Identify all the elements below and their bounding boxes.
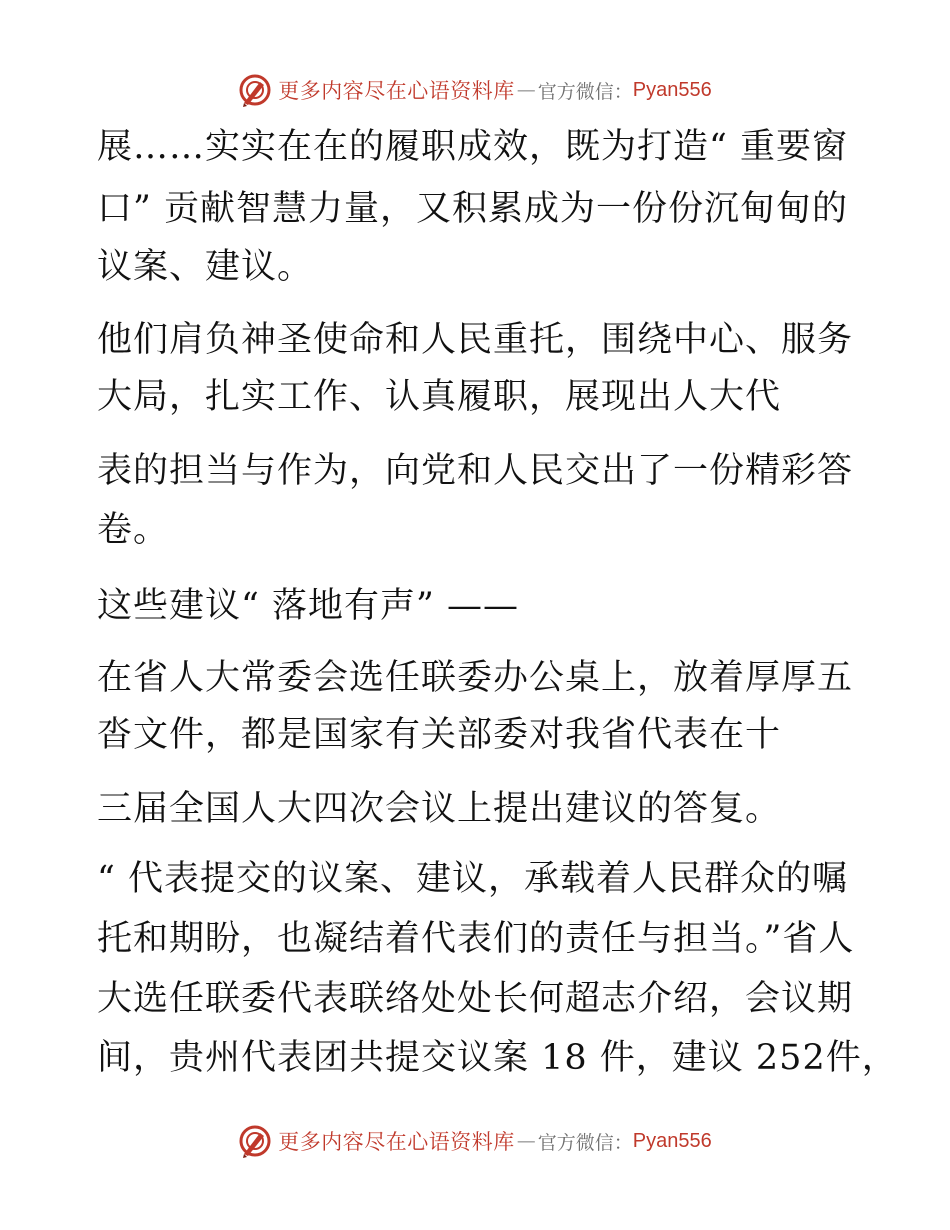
- body-line: 大局，扎实工作、认真履职，展现出人大代: [97, 377, 782, 417]
- body-line: 卷。: [97, 510, 170, 550]
- pen-circle-logo-icon: [238, 1124, 272, 1158]
- body-line: 大选任联委代表联络处处长何超志介绍，会议期: [97, 979, 854, 1019]
- body-line: 他们肩负神圣使命和人民重托，围绕中心、服务: [97, 320, 854, 360]
- body-line: 托和期盼，也凝结着代表们的责任与担当。”省人: [97, 919, 855, 959]
- banner-title: 更多内容尽在心语资料库: [278, 79, 515, 103]
- body-line: 间，贵州代表团共提交议案 18 件，建议 252件，: [97, 1038, 898, 1078]
- banner-separator: —: [516, 1130, 536, 1152]
- body-line: 在省人大常委会选任联委办公桌上，放着厚厚五: [97, 658, 854, 698]
- body-line: “ 代表提交的议案、建议，承载着人民群众的嘱: [97, 859, 849, 899]
- banner-wechat-label: 官方微信：: [537, 80, 633, 103]
- body-line: 这些建议“ 落地有声” ——: [97, 586, 520, 626]
- body-line: 展……实实在在的履职成效，既为打造“ 重要窗: [97, 127, 849, 167]
- banner-separator: —: [516, 79, 536, 101]
- banner-wechat-label: 官方微信：: [537, 1131, 633, 1154]
- banner-title: 更多内容尽在心语资料库: [278, 1130, 515, 1154]
- footer-banner: [0, 1121, 950, 1161]
- body-line: 口” 贡献智慧力量，又积累成为一份份沉甸甸的: [97, 189, 849, 229]
- banner-wechat-id: Pyan556: [632, 78, 712, 101]
- body-line: 三届全国人大四次会议上提出建议的答复。: [97, 789, 782, 829]
- banner-wechat-id: Pyan556: [632, 1129, 712, 1152]
- body-line: 沓文件，都是国家有关部委对我省代表在十: [97, 715, 782, 755]
- body-line: 表的担当与作为，向党和人民交出了一份精彩答: [97, 451, 854, 491]
- body-line: 议案、建议。: [97, 247, 314, 287]
- header-banner: [0, 70, 950, 110]
- pen-circle-logo-icon: [238, 73, 272, 107]
